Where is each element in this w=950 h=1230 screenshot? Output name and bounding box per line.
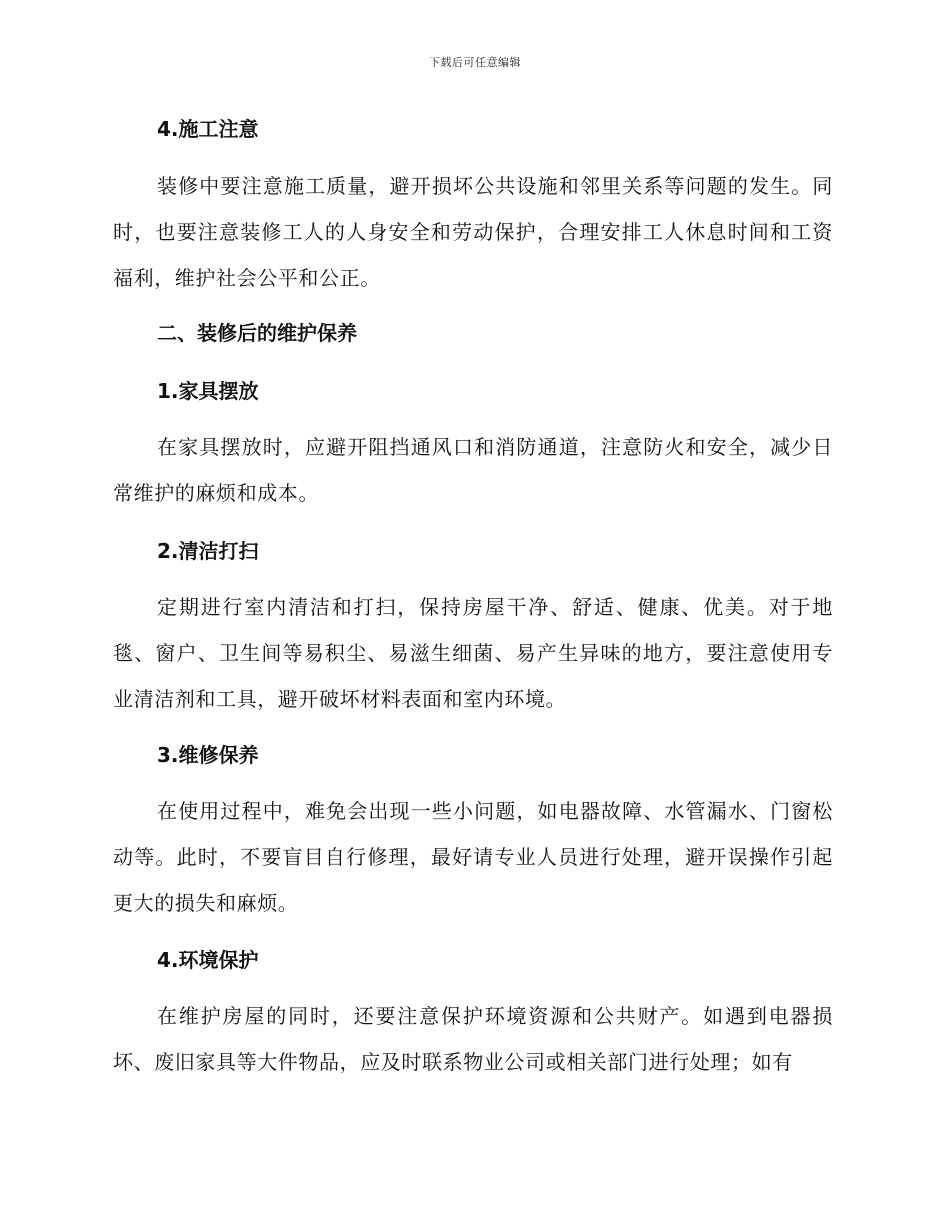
paragraph-construction-notes: 装修中要注意施工质量，避开损坏公共设施和邻里关系等问题的发生。同时，也要注意装修工人的人身安全和劳动保护，合理安排工人休息时间和工资福利，维护社会公平和公正。 — [113, 174, 833, 290]
section-heading-environment: 4.环境保护 — [157, 948, 259, 972]
section-heading-furniture: 1.家具摆放 — [157, 379, 259, 403]
page-header: 下载后可任意编辑 — [429, 56, 521, 69]
paragraph-environment: 在维护房屋的同时，还要注意保护环境资源和公共财产。如遇到电器损坏、废旧家具等大件物品，应及时联系物业公司或相关部门进行处理；如有 — [113, 1004, 833, 1074]
section-heading-maintenance: 二、装修后的维护保养 — [157, 321, 357, 345]
section-heading-construction-notes: 4.施工注意 — [157, 117, 259, 141]
paragraph-furniture: 在家具摆放时，应避开阻挡通风口和消防通道，注意防火和安全，减少日常维护的麻烦和成本。 — [113, 435, 833, 505]
section-heading-cleaning: 2.清洁打扫 — [157, 539, 259, 563]
paragraph-cleaning: 定期进行室内清洁和打扫，保持房屋干净、舒适、健康、优美。对于地毯、窗户、卫生间等易积尘、易滋生细菌、易产生异味的地方，要注意使用专业清洁剂和工具，避开破坏材料表面和室内环境。 — [113, 595, 833, 711]
section-heading-repair: 3.维修保养 — [157, 743, 259, 767]
paragraph-repair: 在使用过程中，难免会出现一些小问题，如电器故障、水管漏水、门窗松动等。此时，不要盲目自行修理，最好请专业人员进行处理，避开误操作引起更大的损失和麻烦。 — [113, 799, 833, 915]
